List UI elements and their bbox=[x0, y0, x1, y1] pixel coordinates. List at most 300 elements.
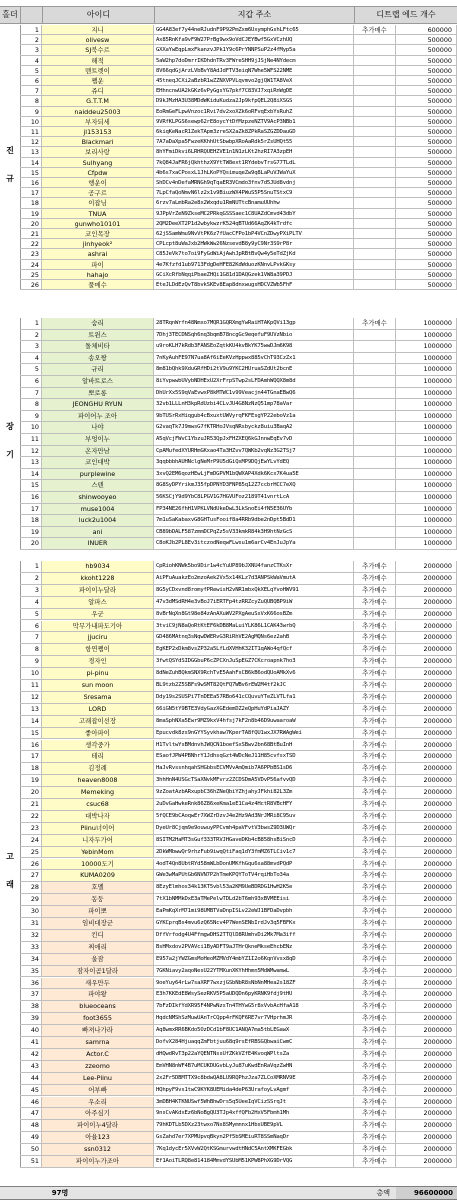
user-id: LORD bbox=[42, 704, 154, 716]
user-id: 어부빠 bbox=[42, 1085, 154, 1097]
buy-note: 추가매수 bbox=[354, 585, 396, 597]
header-index bbox=[20, 7, 42, 23]
table-row bbox=[0, 446, 457, 458]
amount: 2000000 bbox=[396, 930, 457, 942]
wallet-address: EoRmGeFLpwVnzoc1Rvi7dv2xoXZk6oRFvqExbYsRuhZ bbox=[154, 107, 354, 117]
row-index: 6 bbox=[20, 621, 42, 633]
amount: 2000000 bbox=[396, 751, 457, 763]
user-id: 쨈운 bbox=[42, 76, 154, 86]
table-row bbox=[0, 107, 457, 117]
amount: 2000000 bbox=[396, 1085, 457, 1097]
table-row bbox=[0, 504, 457, 516]
row-index: 17 bbox=[20, 751, 42, 763]
buy-note: 추가매수 bbox=[354, 680, 396, 692]
user-id: JEONGHU RYUN bbox=[42, 399, 154, 411]
wallet-address: 8m81bQhk9XduGRfHDi2tV9u9YKC2HUruaSZdUt2bcnE bbox=[154, 364, 354, 376]
amount: 500000 bbox=[396, 270, 457, 280]
wallet-address: 79hKDTLb5DXz23twxo7Ns8SMymnnx1HbsUBE9pVL bbox=[154, 1120, 354, 1132]
buy-note bbox=[354, 229, 396, 239]
amount: 500000 bbox=[396, 209, 457, 219]
user-id: 부엉이누 bbox=[42, 434, 154, 446]
amount: 2000000 bbox=[396, 978, 457, 990]
wallet-address: CpAMufedXYURHmGKxao4Ta3HZvv7QWKb2vqNz3G2TSj7 bbox=[154, 446, 354, 458]
amount: 1000000 bbox=[396, 434, 457, 446]
user-id: 파이이누달라 bbox=[42, 585, 154, 597]
wallet-address: GWe3wMaPUtGb6NVN7P2hTmeKPQYToTV4rqiHbTo34a bbox=[154, 870, 354, 882]
row-index: 39 bbox=[20, 1013, 42, 1025]
wallet-address: 9JPpVrZeN9ZkseMC2PRkqGSSSaec1C8UAZdCmvd43dbY bbox=[154, 209, 354, 219]
user-id: 찌애리 bbox=[42, 942, 154, 954]
buy-note: 추가매수 bbox=[354, 1144, 396, 1156]
table-row bbox=[0, 978, 457, 990]
amount: 2000000 bbox=[396, 835, 457, 847]
row-index: 8 bbox=[20, 399, 42, 411]
table-row bbox=[0, 906, 457, 918]
user-id: Lee-Piinu bbox=[42, 1073, 154, 1085]
row-index: 31 bbox=[20, 918, 42, 930]
table-row bbox=[0, 644, 457, 656]
table-row bbox=[0, 388, 457, 400]
wallet-address: DyeUr8Cjqm9e9ouwuyPPCvmh4paVFvtV3bwsZ9D3UWQr bbox=[154, 823, 354, 835]
row-index: 10 bbox=[20, 668, 42, 680]
user-id: 임비대장군 bbox=[42, 918, 154, 930]
amount: 2000000 bbox=[396, 1001, 457, 1013]
header-wallet: 지갑 주소 bbox=[154, 7, 354, 23]
table-row bbox=[0, 751, 457, 763]
user-id: 공구르 bbox=[42, 188, 154, 198]
table-row bbox=[0, 656, 457, 668]
wallet-address: 3qqbbbhAUHNclgNeMrP9U5dGiQxMP9DQjEwYLvYdEQ bbox=[154, 457, 354, 469]
table-row bbox=[0, 1061, 457, 1073]
amount: 500000 bbox=[396, 239, 457, 249]
wallet-address: 8V66qdGjArzLVbBvY8AdJdFTV3eiqN7Whe5WFS22NME bbox=[154, 66, 354, 76]
user-id: luck2u1004 bbox=[42, 515, 154, 527]
buy-note bbox=[354, 446, 396, 458]
amount: 500000 bbox=[396, 280, 457, 290]
user-id: hahajo bbox=[42, 270, 154, 280]
amount: 2000000 bbox=[396, 656, 457, 668]
buy-note bbox=[354, 76, 396, 86]
row-index: 11 bbox=[20, 680, 42, 692]
buy-note: 추가매수 bbox=[354, 1120, 396, 1132]
wallet-address: ESaofJPW4PBNhrY1JdhsqGzt4WDcNeJ11H85cvfsxTSD bbox=[154, 751, 354, 763]
user-id: 코인대박 bbox=[42, 457, 154, 469]
table-row bbox=[0, 680, 457, 692]
amount: 600000 bbox=[396, 25, 457, 35]
amount: 500000 bbox=[396, 66, 457, 76]
wallet-address: 9VRfKLPGS6sewp62rE8oycYtDfMzpzeNZTV9AcP3NBb1 bbox=[154, 117, 354, 127]
buy-note: 추가매수 bbox=[354, 692, 396, 704]
table-row bbox=[0, 835, 457, 847]
amount: 2000000 bbox=[396, 1097, 457, 1109]
wallet-address: E3h7KKEdE8WsySezRKV5P5aUDQDn6pyKRNK9fdj9tHU bbox=[154, 989, 354, 1001]
table-row bbox=[0, 66, 457, 76]
row-index: 36 bbox=[20, 978, 42, 990]
amount: 2000000 bbox=[396, 740, 457, 752]
table-row bbox=[0, 188, 457, 198]
user-id: naiddeu25003 bbox=[42, 107, 154, 117]
buy-note: 추가매수 bbox=[354, 918, 396, 930]
user-id: 파이뽀 bbox=[42, 906, 154, 918]
user-id: 우군 bbox=[42, 609, 154, 621]
wallet-address: 5aW2hp7doDmrrIKDhdnTRv3FWreSHH9jJSjNe4NYdecm bbox=[154, 56, 354, 66]
row-index: 50 bbox=[20, 1144, 42, 1156]
buy-note bbox=[354, 56, 396, 66]
user-id: ani bbox=[42, 527, 154, 539]
buy-note: 추가매수 bbox=[354, 823, 396, 835]
amount: 500000 bbox=[396, 127, 457, 137]
row-index: 13 bbox=[20, 147, 42, 157]
row-index: 11 bbox=[20, 434, 42, 446]
table-row bbox=[0, 280, 457, 290]
buy-note: 추가매수 bbox=[354, 704, 396, 716]
buy-note bbox=[354, 219, 396, 229]
wallet-address: 9bTUSrRxHiqgub4cBxuxtUWVyrqFKFEsgYP22eboVz1a bbox=[154, 411, 354, 423]
table-row bbox=[0, 76, 457, 86]
wallet-address: 7GKNiavy2aqoNesU22YTMXunXKYhHhmn5MdWMwamwL bbox=[154, 966, 354, 978]
wallet-address: 7kQ84JaFR6jQkhthzX9YtTW8ext1RYdebvTrsG77TLdL bbox=[154, 158, 354, 168]
buy-note: 추가매수 bbox=[354, 318, 396, 330]
amount: 2000000 bbox=[396, 775, 457, 787]
user-id: samrna bbox=[42, 1037, 154, 1049]
user-id: 파이어누 조아 bbox=[42, 411, 154, 423]
user-id: 테리 bbox=[42, 751, 154, 763]
user-id: 돌체비타 bbox=[42, 341, 154, 353]
table-row bbox=[0, 1085, 457, 1097]
buy-note: 추가매수 bbox=[354, 609, 396, 621]
amount: 2000000 bbox=[396, 1156, 457, 1168]
amount: 500000 bbox=[396, 35, 457, 45]
amount: 2000000 bbox=[396, 692, 457, 704]
user-id: KUMA0209 bbox=[42, 870, 154, 882]
amount: 500000 bbox=[396, 86, 457, 96]
wallet-address: 8iYvpwwbUVybNDHExU2XrFrpSTwp2sLFDAmhWQQX8m8d bbox=[154, 376, 354, 388]
table-row bbox=[0, 870, 457, 882]
row-index: 4 bbox=[20, 353, 42, 365]
wallet-address: GCiXcRfbNqqiPbaeZHQi1G81d1DAQGzek1VW8a39PDJ bbox=[154, 270, 354, 280]
table-row bbox=[0, 434, 457, 446]
wallet-address: EteJLDdEzQvT8bvkSKEv8Eap8dnxwugsHDCVZWb5FhF bbox=[154, 280, 354, 290]
user-id: 지니 bbox=[42, 25, 154, 35]
table-row bbox=[0, 209, 457, 219]
row-index: 46 bbox=[20, 1097, 42, 1109]
amount: 2000000 bbox=[396, 763, 457, 775]
table-row bbox=[0, 260, 457, 270]
footer-total-label: 총액 bbox=[376, 1189, 390, 1197]
amount: 1000000 bbox=[396, 504, 457, 516]
row-index: 48 bbox=[20, 1120, 42, 1132]
wallet-address: 8vBrNqXn8Gt98e84zAnAXuWV2PXgAeuSsVxK66osBZm bbox=[154, 609, 354, 621]
buy-note bbox=[354, 198, 396, 208]
wallet-address: D9kJMzHA3U38MDdWKiduKudza2Jp9kfpQEL2Q8iXSGS bbox=[154, 96, 354, 106]
user-id: jjuciru bbox=[42, 632, 154, 644]
buy-note: 추가매수 bbox=[354, 1156, 396, 1168]
user-id: 새우만두 bbox=[42, 978, 154, 990]
row-index: 26 bbox=[20, 280, 42, 290]
row-index: 15 bbox=[20, 168, 42, 178]
table-row bbox=[0, 35, 457, 45]
row-index: 10 bbox=[20, 117, 42, 127]
wallet-address: 4e7Kfzfd1ub9713FdgDeHFE82KdWduozKNnvLPvkGKsy bbox=[154, 260, 354, 270]
table-row bbox=[0, 859, 457, 871]
user-id: Cfpdw bbox=[42, 168, 154, 178]
table-row bbox=[0, 492, 457, 504]
user-id: 맨트렛이 bbox=[42, 66, 154, 76]
buy-note bbox=[354, 96, 396, 106]
buy-note: 추가매수 bbox=[354, 1073, 396, 1085]
user-id: zzeomo bbox=[42, 1061, 154, 1073]
user-id: 파이이누4달라 bbox=[42, 1120, 154, 1132]
user-id: muse1004 bbox=[42, 504, 154, 516]
wallet-address: HaJvRvssnhqahSHGbbsECVMVvAmQmib7A6PPbBS1sD6 bbox=[154, 763, 354, 775]
buy-note bbox=[354, 399, 396, 411]
table-row bbox=[0, 219, 457, 229]
wallet-address: 9oeYuy64rLw7saXRF7wxzjGSbNbR8sNbNnMHea2s18ZF bbox=[154, 978, 354, 990]
buy-note: 추가매수 bbox=[354, 954, 396, 966]
table-row bbox=[0, 147, 457, 157]
amount: 1000000 bbox=[396, 330, 457, 342]
wallet-address: u9roKLH7kRdb3FANSEoZqtkKU4kvBkYK75wwDJm6K98 bbox=[154, 341, 354, 353]
row-index: 9 bbox=[20, 107, 42, 117]
wallet-address: GYKCprqBs4mvu6zQ65Ncv4P7WenSENbIrdJv3q5FBFKx bbox=[154, 918, 354, 930]
row-index: 18 bbox=[20, 515, 42, 527]
user-id: 쥬디 bbox=[42, 86, 154, 96]
row-index: 8 bbox=[20, 644, 42, 656]
footer-count: 97명 bbox=[51, 1189, 69, 1197]
wallet-address: 4odT4Qn8UbtRYd58mWLbDonUMKfhGqu6sa88mvdPQdP bbox=[154, 859, 354, 871]
table-row bbox=[0, 1037, 457, 1049]
wallet-address: GG4A83ef7y44neRJudnF9P92PmZxm6UxymphGshLFtc65 bbox=[154, 25, 354, 35]
buy-note: 추가매수 bbox=[354, 989, 396, 1001]
row-index: 19 bbox=[20, 775, 42, 787]
table-row bbox=[0, 399, 457, 411]
amount: 2000000 bbox=[396, 609, 457, 621]
buy-note: 추가매수 bbox=[354, 740, 396, 752]
buy-note bbox=[354, 35, 396, 45]
table-row bbox=[0, 1001, 457, 1013]
amount: 500000 bbox=[396, 219, 457, 229]
buy-note bbox=[354, 239, 396, 249]
user-id: hb9034 bbox=[42, 561, 154, 573]
table-row bbox=[0, 158, 457, 168]
buy-note bbox=[354, 457, 396, 469]
row-index: 1 bbox=[20, 561, 42, 573]
wallet-address: 2uDvGaHwkeRnk86Z86xeKma1eE1Ca4z4HctR8VBcHFY bbox=[154, 799, 354, 811]
wallet-address: EHhncnwUA2kGKz6vPyGgsYG7pkf7C83VJ7xqiRnWgDE bbox=[154, 86, 354, 96]
buy-note: 추가매수 bbox=[354, 1097, 396, 1109]
wallet-address: 2QM2DeeXT2P1d2wbykwzrK524qBTUd66AqZK4kTrdfc bbox=[154, 219, 354, 229]
table-row bbox=[0, 1025, 457, 1037]
user-id: 파이 bbox=[42, 260, 154, 270]
amount: 1000000 bbox=[396, 411, 457, 423]
user-id: 울잠 bbox=[42, 954, 154, 966]
table-row bbox=[0, 823, 457, 835]
wallet-address: ShDCv4nDefaMRNGh9qTqaER3VCmdo3fnv7d5JUd8vdnj bbox=[154, 178, 354, 188]
user-id: 이잡님 bbox=[42, 198, 154, 208]
table-row bbox=[0, 573, 457, 585]
user-id: 생각중가 bbox=[42, 740, 154, 752]
amount: 2000000 bbox=[396, 870, 457, 882]
buy-note bbox=[354, 66, 396, 76]
wallet-address: GXXaYwEqpLmxFkanzvJPk1Y9c6PrYNNPSuP2z4fMyp5a bbox=[154, 45, 354, 55]
user-id: 좋아파이 bbox=[42, 728, 154, 740]
group-label: 고 래 bbox=[6, 852, 14, 890]
user-id: 호멜 bbox=[42, 882, 154, 894]
row-index: 23 bbox=[20, 823, 42, 835]
user-id: 나야 bbox=[42, 422, 154, 434]
row-index: 23 bbox=[20, 249, 42, 259]
amount: 1000000 bbox=[396, 399, 457, 411]
wallet-address: 6kiqKeNacR1ZekTApm3zreSX2aZk8ZPkRaSZGZDDauGD bbox=[154, 127, 354, 137]
row-index: 28 bbox=[20, 882, 42, 894]
table-row bbox=[0, 1144, 457, 1156]
row-index: 19 bbox=[20, 527, 42, 539]
buy-note bbox=[354, 188, 396, 198]
table-row bbox=[0, 25, 457, 35]
user-id: 숨리 bbox=[42, 318, 154, 330]
wallet-address: 5fQCE9bCAoqwEr7XWZrDzvJ4e2Hz9Ad3NrJMRi8C95uv bbox=[154, 811, 354, 823]
buy-note: 추가매수 bbox=[354, 775, 396, 787]
footer-total: 96600000 bbox=[396, 1187, 457, 1199]
buy-note: 추가매수 bbox=[354, 1037, 396, 1049]
table-row bbox=[0, 882, 457, 894]
amount: 2000000 bbox=[396, 1120, 457, 1132]
row-index: 47 bbox=[20, 1108, 42, 1120]
row-index: 13 bbox=[20, 457, 42, 469]
table-row bbox=[0, 1073, 457, 1085]
user-id: 보리사랑 bbox=[42, 147, 154, 157]
buy-note bbox=[354, 480, 396, 492]
header-id: 아이디 bbox=[42, 7, 154, 23]
buy-note bbox=[354, 86, 396, 96]
amount: 1000000 bbox=[396, 364, 457, 376]
buy-note: 추가매수 bbox=[354, 870, 396, 882]
wallet-address: EaPmKqXrM71mi98UMBTVaDnpISLv22eWJ1BFDaDvpbh bbox=[154, 906, 354, 918]
wallet-address: 2DkWMbwwQr9rhzFub9iwqQtiFaq1dY3fmMZ6TLCiv1c7 bbox=[154, 847, 354, 859]
amount: 2000000 bbox=[396, 1144, 457, 1156]
amount: 2000000 bbox=[396, 680, 457, 692]
amount: 2000000 bbox=[396, 942, 457, 954]
buy-note: 추가매수 bbox=[354, 966, 396, 978]
buy-note bbox=[354, 353, 396, 365]
table-row bbox=[0, 597, 457, 609]
wallet-address: 8EzyElmhos34k13KT5vbl53a2KM9UeBDRDG1HwH2K5e bbox=[154, 882, 354, 894]
table-row bbox=[0, 239, 457, 249]
wallet-address: HQhpyF9vs1twC9KYK8UEMida4deP63UrafoyLvAgmf bbox=[154, 1085, 354, 1097]
group-label: 진 규 bbox=[6, 145, 14, 183]
row-index: 27 bbox=[20, 870, 42, 882]
wallet-address: dHQwdRvT3p22aYQENTNssUfZKkVZfE4KvoqWPltsZa bbox=[154, 1049, 354, 1061]
buy-note bbox=[354, 538, 396, 550]
table-row bbox=[0, 585, 457, 597]
table-row bbox=[0, 1013, 457, 1025]
row-index: 34 bbox=[20, 954, 42, 966]
wallet-address: GsZahd7er7XPMUpvqBkyn2Pf5bSMEiuRT8SSmNaqDr bbox=[154, 1132, 354, 1144]
user-id: jl153153 bbox=[42, 127, 154, 137]
row-index: 29 bbox=[20, 894, 42, 906]
buy-note: 추가매수 bbox=[354, 751, 396, 763]
wallet-address: 3mDBH4KTKNUSwf5WhBhwDrs5q5UeeIqVCizSSrqJt bbox=[154, 1097, 354, 1109]
table-row bbox=[0, 942, 457, 954]
amount: 2000000 bbox=[396, 561, 457, 573]
amount: 1000000 bbox=[396, 318, 457, 330]
buy-note bbox=[354, 376, 396, 388]
wallet-address: E957a2jYWZGmsMoHeoMZMVdY4mbYZ1I2o6KqnVvsx8qD bbox=[154, 954, 354, 966]
amount: 2000000 bbox=[396, 1108, 457, 1120]
row-index: 3 bbox=[20, 45, 42, 55]
wallet-address: 7bFzDIkfYdXR95F4NPwNzsTn4THYwG5r8xVvbAcHfaA18 bbox=[154, 1001, 354, 1013]
table-row bbox=[0, 318, 457, 330]
table-row bbox=[0, 692, 457, 704]
buy-note bbox=[354, 527, 396, 539]
table-row bbox=[0, 728, 457, 740]
wallet-address: 7Kq1dycEr5XVvW2QtKSGmurvwdtHNdC5AntXMKFEGbk bbox=[154, 1144, 354, 1156]
row-index: 11 bbox=[20, 127, 42, 137]
row-index: 16 bbox=[20, 740, 42, 752]
row-index: 20 bbox=[20, 219, 42, 229]
wallet-address: FP34NE26fhH1VPKLVNdUkeDwL3LkSnoEi4fN5E36UYb bbox=[154, 504, 354, 516]
wallet-address: 8G5yCDxvnd8romyfPRewisH2vNR1mbxQkXELqYvoHWV91 bbox=[154, 585, 354, 597]
row-index: 3 bbox=[20, 585, 42, 597]
amount: 2000000 bbox=[396, 894, 457, 906]
buy-note bbox=[354, 515, 396, 527]
wallet-address: Ax85RnKfa9vF9W27PrBg9wx9oVdCJEYBwf5GxVCzhUQ bbox=[154, 35, 354, 45]
amount: 2000000 bbox=[396, 1013, 457, 1025]
table-row bbox=[0, 515, 457, 527]
buy-note: 추가매수 bbox=[354, 25, 396, 35]
buy-note bbox=[354, 270, 396, 280]
amount: 500000 bbox=[396, 168, 457, 178]
user-id: 뽀로롱 bbox=[42, 388, 154, 400]
user-id: TNUA bbox=[42, 209, 154, 219]
table-row bbox=[0, 127, 457, 137]
wallet-address: 47v3dMSdRH4e3vBoJ7iERTFp4tzRRZcyZuQUBQBP9iW bbox=[154, 597, 354, 609]
amount: 2000000 bbox=[396, 716, 457, 728]
row-index: 21 bbox=[20, 229, 42, 239]
amount: 1000000 bbox=[396, 480, 457, 492]
buy-note bbox=[354, 260, 396, 270]
table-row bbox=[0, 117, 457, 127]
table-row bbox=[0, 621, 457, 633]
amount: 2000000 bbox=[396, 573, 457, 585]
user-id: 막무가내파도기아 bbox=[42, 621, 154, 633]
buy-note: 추가매수 bbox=[354, 1085, 396, 1097]
user-id: 알바트로스 bbox=[42, 376, 154, 388]
buy-note: 추가매수 bbox=[354, 668, 396, 680]
amount: 500000 bbox=[396, 45, 457, 55]
user-id: 대박나자 bbox=[42, 811, 154, 823]
row-index: 24 bbox=[20, 260, 42, 270]
buy-note bbox=[354, 341, 396, 353]
amount: 500000 bbox=[396, 76, 457, 86]
wallet-address: C8oKJb2PL8Ev3itczodNeqwFLwsu1m6arCv4EnJuJpYa bbox=[154, 538, 354, 550]
buy-note: 추가매수 bbox=[354, 882, 396, 894]
amount: 2000000 bbox=[396, 1132, 457, 1144]
row-index: 9 bbox=[20, 656, 42, 668]
buy-note bbox=[354, 364, 396, 376]
buy-note bbox=[354, 280, 396, 290]
wallet-address: CPLcpt8uWaJxb2HWkWw26NzsevdB8y9yC9Nr3S9rP8r bbox=[154, 239, 354, 249]
wallet-address: CpRiohKNWk5bo9Dir1w4cYuUP89bJXNU4fanzCTKsXr bbox=[154, 561, 354, 573]
amount: 500000 bbox=[396, 117, 457, 127]
table-row bbox=[0, 632, 457, 644]
table-row bbox=[0, 1049, 457, 1061]
row-index: 45 bbox=[20, 1085, 42, 1097]
buy-note bbox=[354, 422, 396, 434]
wallet-address: DffVrfodg4U4FfmgwDHS2TTQlD8RUmhvDi2Mk7Ma3iff bbox=[154, 930, 354, 942]
amount: 1000000 bbox=[396, 353, 457, 365]
buy-note bbox=[354, 388, 396, 400]
